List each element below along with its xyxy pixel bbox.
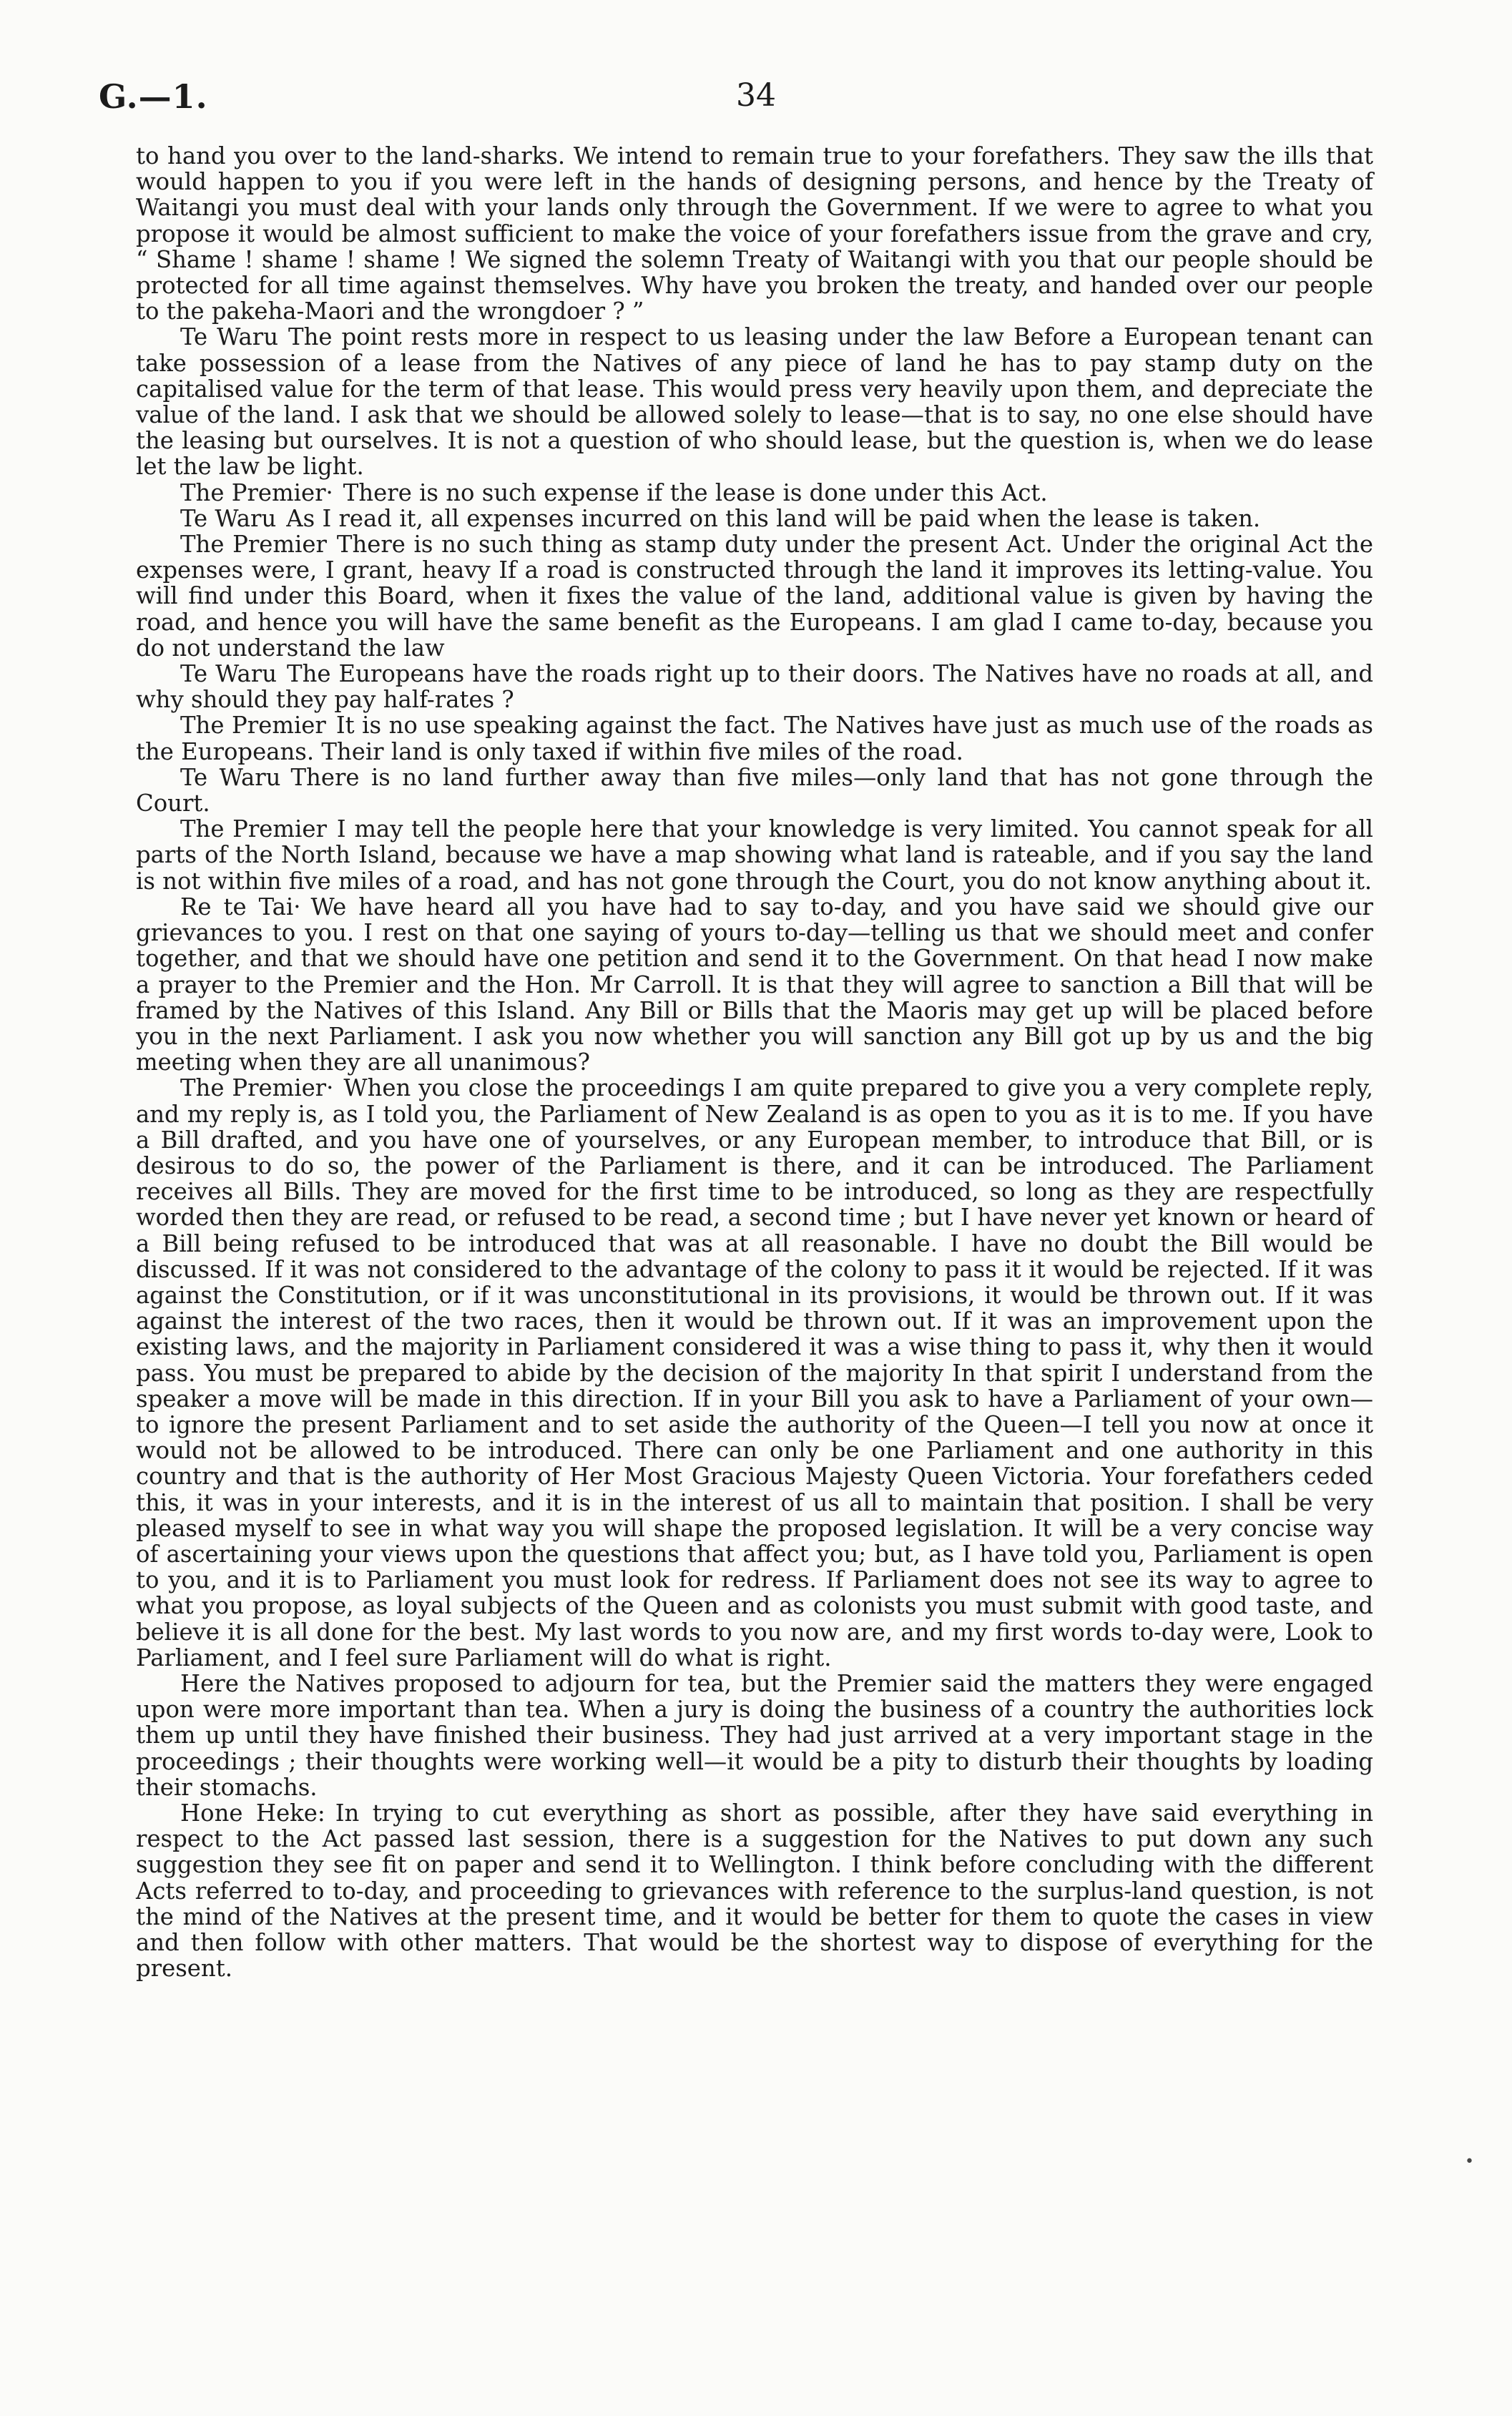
speaker-name: Te Waru [180, 504, 277, 532]
paragraph [136, 143, 1373, 324]
speaker-separator: · [326, 1074, 334, 1102]
paragraph-text: There is no such thing as stamp duty under the present Act. Under the original Act the expenses were, I grant, heavy If a road is constructed through the land it improves its letting-value. You will find under this Board, when it fixes the value of the land, additional value is given by having the road, and hence you will have the same benefit as the Europeans. I am glad I came to-day, because you do not understand the law [136, 531, 1374, 662]
speaker-name: Te Waru [180, 763, 281, 791]
paragraph-text: When you close the proceedings I am quite prepared to give you a very complete reply, and my reply is, as I told you, the Parliament of New Zealand is as open to you as it is to me. If you have a Bill drafted, and you have one of yourselves, or any European member, to introduce that Bill, or is desirous to do so, the power of the Parliament is there, and it can be introduced. The Parliament receives all Bills. They are moved for the first time to be introduced, so long as they are respectfully worded then they are read, or refused to be read, a second time ; but I have never yet known or heard of a Bill being refused to be introduced that was at all reasonable. I have no doubt the Bill would be discussed. If it was not considered to the advantage of the colony to pass it it would be rejected. If it was against the Constitution, or if it was unconstitutional in its provisions, it would be thrown out. If it was against the interest of the two races, then it would be thrown out. If it was an improvement upon the existing laws, and the majority in Parliament considered it was a wise thing to pass it, why then it would pass. You must be prepared to abide by the decision of the majority In that spirit I understand from the speaker a move will be made in this direction. If in your Bill you ask to have a Parliament of your own—to ignore the present Parliament and to set aside the authority of the Queen—I tell you now at once it would not be allowed to be introduced. There can only be one Parliament and one authority in this country and that is the authority of Her Most Gracious Majesty Queen Victoria. Your forefathers ceded this, it was in your interests, and it is in the interest of us all to maintain that position. I shall be very pleased myself to see in what way you will shape the proposed legislation. It will be a very concise way of ascertaining your views upon the questions that affect you; but, as I have told you, Parliament is open to you, and it is to Parliament you must look for redress. If Parliament does not see its way to agree to what you propose, as loyal subjects of the Queen and as colonists you must submit with good taste, and believe it is all done for the best. My last words to you now are, and my first words to-day were, Look to Parliament, and I feel sure Parliament will do what is right. [136, 1074, 1373, 1671]
paragraph-text: to hand you over to the land-sharks. We intend to remain true to your forefathers. They saw the ills that would happen to you if you were left in the hands of designing persons, and hence by the Treaty of Waitangi you must deal with your lands only through the Government. If we were to agree to what you propose it would be almost sufficient to make the voice of your forefathers issue from the grave and cry, “ Shame ! shame ! shame ! We signed the solemn Treaty of Waitangi with you that our people should be protected for all time against themselves. Why have you broken the treaty, and handed over our people to the pakeha-Maori and the wrongdoer ? ” [136, 142, 1373, 325]
paragraph [136, 1800, 1373, 1981]
paragraph [136, 816, 1373, 894]
paragraph-text: In trying to cut everything as short as possible, after they have said everything in respect to the Act passed last session, there is a suggestion for the Natives to put down any such suggestion they see fit on paper and send it to Wellington. I think before concluding with the different Acts referred to to-day, and proceeding to grievances with reference to the surplus-land question, is not the mind of the Natives at the present time, and it would be better for them to quote the cases in view and then follow with other matters. That would be the shortest way to dispose of everything for the present. [136, 1799, 1373, 1983]
paragraph [136, 661, 1373, 712]
speaker-name: The Premier [180, 531, 327, 559]
speaker-name: The Premier [180, 478, 326, 506]
speaker-separator: · [293, 893, 301, 920]
document-reference: G.—1. [99, 77, 208, 116]
speaker-name: Hone Heke [180, 1799, 318, 1827]
paragraph [136, 324, 1373, 479]
paragraph [136, 531, 1373, 661]
paragraph-text: The Europeans have the roads right up to their doors. The Natives have no roads at all, and why should they pay half-rates ? [136, 660, 1373, 714]
speaker-separator: · [325, 478, 333, 506]
speaker-name: Te Waru [180, 323, 279, 351]
paragraph [136, 765, 1373, 816]
paragraph [136, 712, 1373, 764]
paragraph [136, 1671, 1373, 1800]
paragraph [136, 506, 1373, 531]
page-header [99, 77, 1413, 127]
paragraph-text: There is no such expense if the lease is done under this Act. [343, 478, 1048, 506]
paragraph-text: I may tell the people here that your knowledge is very limited. You cannot speak for all parts of the North Island, because we have a map showing what land is rateable, and if you say the land is not within five miles of a road, and has not gone through the Court, you do not know anything about it. [136, 815, 1373, 895]
speaker-name: The Premier [180, 815, 327, 843]
paragraph-text: Here the Natives proposed to adjourn for tea, but the Premier said the matters they were engaged upon were more important than tea. When a jury is doing the business of a country the authorities lock them up until they have finished their business. They had just arrived at a very important stage in the proceedings ; their thoughts were working well—it would be a pity to disturb their thoughts by loading their stomachs. [136, 1669, 1373, 1801]
paragraph [136, 480, 1373, 506]
paragraph-text: There is no land further away than five miles—only land that has not gone through the Court. [136, 763, 1374, 817]
page-number: 34 [736, 77, 776, 114]
speaker-separator: : [317, 1799, 325, 1827]
paragraph-text: The point rests more in respect to us leasing under the law Before a European tenant can take possession of a lease from the Natives of any piece of land he has to pay stamp duty on the capitalised value for the term of that lease. This would press very heavily upon them, and depreciate the value of the land. I ask that we should be allowed solely to lease—that is to say, no one else should have the leasing but ourselves. It is not a question of who should lease, but the question is, when we do lease let the law be light. [136, 323, 1374, 481]
margin-mark: • [1465, 2153, 1474, 2171]
paragraph [136, 894, 1373, 1075]
speaker-name: The Premier [180, 1074, 327, 1102]
paragraph [136, 1075, 1373, 1671]
body-text [136, 143, 1373, 1981]
speaker-name: Re te Tai [180, 893, 294, 920]
speaker-name: The Premier [180, 712, 326, 740]
paragraph-text: It is no use speaking against the fact. The Natives have just as much use of the roads as the Europeans. Their land is only taxed if within five miles of the road. [136, 712, 1374, 765]
paragraph-text: As I read it, all expenses incurred on this land will be paid when the lease is taken. [286, 504, 1261, 532]
paragraph-text: We have heard all you have had to say to-day, and you have said we should give our grievances to you. I rest on that one saying of yours to-day—telling us that we should meet and confer together, and that we should have one petition and send it to the Government. On that head I now make a prayer to the Premier and the Hon. Mr Carroll. It is that they will agree to sanction a Bill that will be framed by the Natives of this Island. Any Bill or Bills that the Maoris may get up will be placed before you in the next Parliament. I ask you now whether you will sanction any Bill got up by us and the big meeting when they are all unanimous? [136, 893, 1373, 1076]
speaker-name: Te Waru [180, 660, 278, 688]
